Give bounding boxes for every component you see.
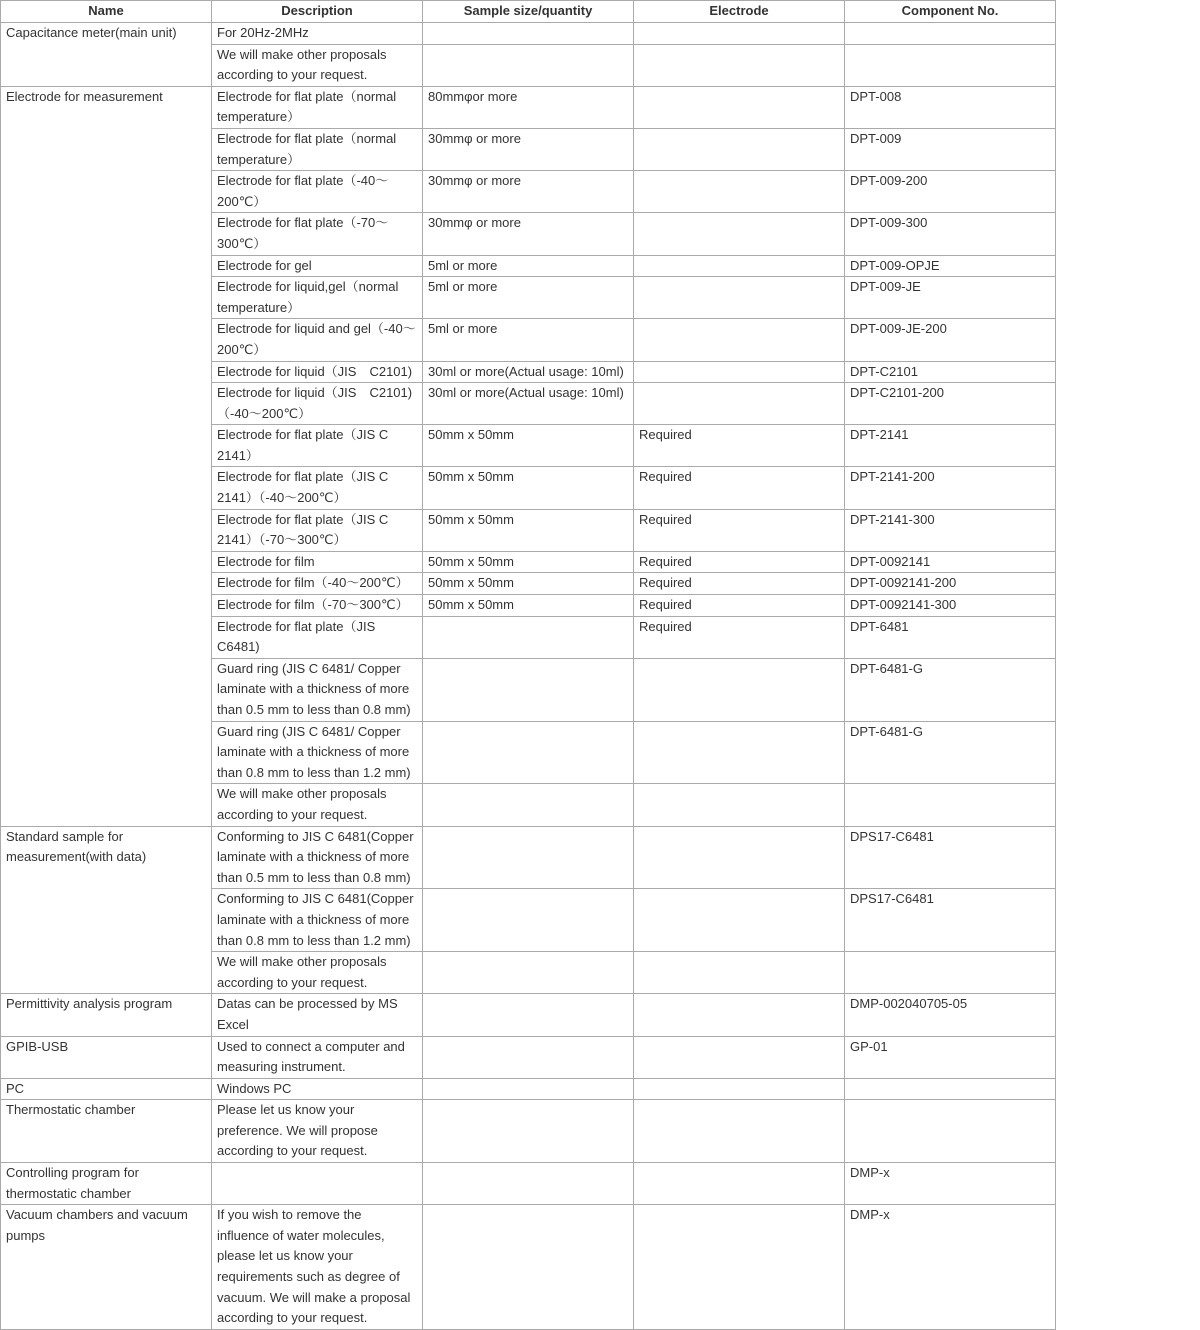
header-component-no: Component No.: [845, 1, 1056, 23]
description-cell: Electrode for liquid and gel（-40～200℃）: [212, 319, 423, 361]
description-cell: Windows PC: [212, 1078, 423, 1100]
description-cell: Electrode for flat plate（JIS C 2141）（-40～200℃）: [212, 467, 423, 509]
sample-size-cell: [423, 616, 634, 658]
electrode-cell: Required: [634, 616, 845, 658]
description-cell: Conforming to JIS C 6481(Copper laminate with a thickness of more than 0.8 mm to less than 1.2 mm): [212, 889, 423, 952]
component-no-cell: DPT-C2101-200: [845, 383, 1056, 425]
description-cell: Guard ring (JIS C 6481/ Copper laminate with a thickness of more than 0.5 mm to less than 0.8 mm): [212, 658, 423, 721]
electrode-cell: [634, 213, 845, 255]
description-cell: If you wish to remove the influence of water molecules, please let us know your requirements such as degree of vacuum. We will make a proposal according to your request.: [212, 1205, 423, 1330]
electrode-cell: Required: [634, 467, 845, 509]
description-cell: Electrode for film（-40～200℃）: [212, 573, 423, 595]
sample-size-cell: 5ml or more: [423, 277, 634, 319]
description-cell: [212, 1163, 423, 1205]
description-cell: Electrode for liquid（JIS C2101)（-40～200℃）: [212, 383, 423, 425]
electrode-cell: [634, 1100, 845, 1163]
component-no-cell: [845, 1078, 1056, 1100]
description-cell: Electrode for flat plate（JIS C 2141）（-70～300℃）: [212, 509, 423, 551]
sample-size-cell: 50mm x 50mm: [423, 573, 634, 595]
sample-size-cell: 50mm x 50mm: [423, 595, 634, 617]
description-cell: For 20Hz-2MHz: [212, 23, 423, 45]
table-row: [1, 1163, 1056, 1205]
sample-size-cell: [423, 1163, 634, 1205]
electrode-cell: Required: [634, 509, 845, 551]
electrode-cell: [634, 383, 845, 425]
header-sample-size: Sample size/quantity: [423, 1, 634, 23]
component-no-cell: DMP-x: [845, 1163, 1056, 1205]
sample-size-cell: 30mmφ or more: [423, 213, 634, 255]
electrode-cell: [634, 826, 845, 889]
component-no-cell: DPS17-C6481: [845, 889, 1056, 952]
component-no-cell: [845, 952, 1056, 994]
electrode-cell: [634, 319, 845, 361]
description-cell: We will make other proposals according to your request.: [212, 44, 423, 86]
sample-size-cell: [423, 1205, 634, 1330]
component-no-cell: DPT-009-OPJE: [845, 255, 1056, 277]
header-electrode: Electrode: [634, 1, 845, 23]
electrode-cell: [634, 171, 845, 213]
sample-size-cell: [423, 784, 634, 826]
component-no-cell: DPT-C2101: [845, 361, 1056, 383]
electrode-cell: [634, 128, 845, 170]
electrode-cell: [634, 784, 845, 826]
name-cell: Thermostatic chamber: [1, 1100, 212, 1163]
electrode-cell: Required: [634, 595, 845, 617]
electrode-cell: [634, 1036, 845, 1078]
sample-size-cell: 30mmφ or more: [423, 128, 634, 170]
sample-size-cell: [423, 658, 634, 721]
name-cell: Vacuum chambers and vacuum pumps: [1, 1205, 212, 1330]
table-row: [1, 86, 1056, 128]
electrode-cell: Required: [634, 551, 845, 573]
component-no-cell: DPT-6481-G: [845, 658, 1056, 721]
description-cell: Used to connect a computer and measuring instrument.: [212, 1036, 423, 1078]
component-no-cell: DPT-2141-200: [845, 467, 1056, 509]
sample-size-cell: [423, 1078, 634, 1100]
table-header-row: [1, 1, 1056, 23]
component-no-cell: [845, 44, 1056, 86]
sample-size-cell: 30ml or more(Actual usage: 10ml): [423, 383, 634, 425]
sample-size-cell: [423, 44, 634, 86]
description-cell: We will make other proposals according to your request.: [212, 952, 423, 994]
component-no-cell: DPT-6481: [845, 616, 1056, 658]
description-cell: We will make other proposals according to your request.: [212, 784, 423, 826]
sample-size-cell: 30ml or more(Actual usage: 10ml): [423, 361, 634, 383]
component-no-cell: DPT-009-JE: [845, 277, 1056, 319]
sample-size-cell: 30mmφ or more: [423, 171, 634, 213]
component-no-cell: DPT-0092141-300: [845, 595, 1056, 617]
electrode-cell: [634, 255, 845, 277]
sample-size-cell: 80mmφor more: [423, 86, 634, 128]
description-cell: Electrode for flat plate（normal temperature）: [212, 128, 423, 170]
component-no-cell: DPT-2141-300: [845, 509, 1056, 551]
description-cell: Datas can be processed by MS Excel: [212, 994, 423, 1036]
description-cell: Electrode for film（-70～300℃）: [212, 595, 423, 617]
name-cell: Standard sample for measurement(with data): [1, 826, 212, 994]
table-row: [1, 994, 1056, 1036]
component-no-cell: GP-01: [845, 1036, 1056, 1078]
sample-size-cell: [423, 23, 634, 45]
description-cell: Electrode for flat plate（-70～300℃）: [212, 213, 423, 255]
name-cell: Capacitance meter(main unit): [1, 23, 212, 87]
electrode-cell: [634, 994, 845, 1036]
electrode-cell: [634, 44, 845, 86]
sample-size-cell: [423, 721, 634, 784]
electrode-cell: Required: [634, 425, 845, 467]
electrode-cell: [634, 1205, 845, 1330]
sample-size-cell: [423, 889, 634, 952]
table-row: [1, 1205, 1056, 1330]
component-no-cell: DPT-008: [845, 86, 1056, 128]
sample-size-cell: [423, 1100, 634, 1163]
electrode-cell: [634, 277, 845, 319]
electrode-cell: [634, 86, 845, 128]
table-row: [1, 1078, 1056, 1100]
electrode-cell: Required: [634, 573, 845, 595]
header-name: Name: [1, 1, 212, 23]
description-cell: Electrode for flat plate（-40～200℃）: [212, 171, 423, 213]
table-row: [1, 1036, 1056, 1078]
electrode-cell: [634, 1078, 845, 1100]
name-cell: Controlling program for thermostatic chamber: [1, 1163, 212, 1205]
sample-size-cell: [423, 994, 634, 1036]
header-description: Description: [212, 1, 423, 23]
sample-size-cell: 5ml or more: [423, 255, 634, 277]
sample-size-cell: [423, 952, 634, 994]
component-no-cell: DPT-2141: [845, 425, 1056, 467]
component-no-cell: DPT-0092141: [845, 551, 1056, 573]
description-cell: Please let us know your preference. We will propose according to your request.: [212, 1100, 423, 1163]
sample-size-cell: 50mm x 50mm: [423, 467, 634, 509]
sample-size-cell: 50mm x 50mm: [423, 425, 634, 467]
electrode-cell: [634, 361, 845, 383]
component-no-cell: DMP-x: [845, 1205, 1056, 1330]
sample-size-cell: 5ml or more: [423, 319, 634, 361]
table-body: [1, 23, 1056, 1330]
component-no-cell: DPT-009-300: [845, 213, 1056, 255]
description-cell: Electrode for flat plate（JIS C 2141）: [212, 425, 423, 467]
electrode-cell: [634, 952, 845, 994]
name-cell: GPIB-USB: [1, 1036, 212, 1078]
electrode-cell: [634, 23, 845, 45]
description-cell: Conforming to JIS C 6481(Copper laminate with a thickness of more than 0.5 mm to less than 0.8 mm): [212, 826, 423, 889]
electrode-cell: [634, 721, 845, 784]
component-no-cell: DPT-009-JE-200: [845, 319, 1056, 361]
description-cell: Electrode for flat plate（JIS C6481): [212, 616, 423, 658]
description-cell: Guard ring (JIS C 6481/ Copper laminate with a thickness of more than 0.8 mm to less than 1.2 mm): [212, 721, 423, 784]
table-row: [1, 826, 1056, 889]
sample-size-cell: 50mm x 50mm: [423, 509, 634, 551]
description-cell: Electrode for film: [212, 551, 423, 573]
component-no-cell: DPT-0092141-200: [845, 573, 1056, 595]
component-no-cell: DMP-002040705-05: [845, 994, 1056, 1036]
name-cell: Permittivity analysis program: [1, 994, 212, 1036]
sample-size-cell: [423, 1036, 634, 1078]
sample-size-cell: 50mm x 50mm: [423, 551, 634, 573]
table-row: [1, 23, 1056, 45]
component-no-cell: [845, 23, 1056, 45]
name-cell: Electrode for measurement: [1, 86, 212, 826]
component-no-cell: DPT-009-200: [845, 171, 1056, 213]
table-row: [1, 1100, 1056, 1163]
component-no-cell: DPT-009: [845, 128, 1056, 170]
sample-size-cell: [423, 826, 634, 889]
component-no-cell: [845, 784, 1056, 826]
electrode-cell: [634, 889, 845, 952]
description-cell: Electrode for liquid（JIS C2101): [212, 361, 423, 383]
name-cell: PC: [1, 1078, 212, 1100]
description-cell: Electrode for gel: [212, 255, 423, 277]
component-no-cell: DPS17-C6481: [845, 826, 1056, 889]
electrode-cell: [634, 1163, 845, 1205]
description-cell: Electrode for liquid,gel（normal temperature）: [212, 277, 423, 319]
component-no-cell: DPT-6481-G: [845, 721, 1056, 784]
description-cell: Electrode for flat plate（normal temperature）: [212, 86, 423, 128]
electrode-cell: [634, 658, 845, 721]
component-no-cell: [845, 1100, 1056, 1163]
